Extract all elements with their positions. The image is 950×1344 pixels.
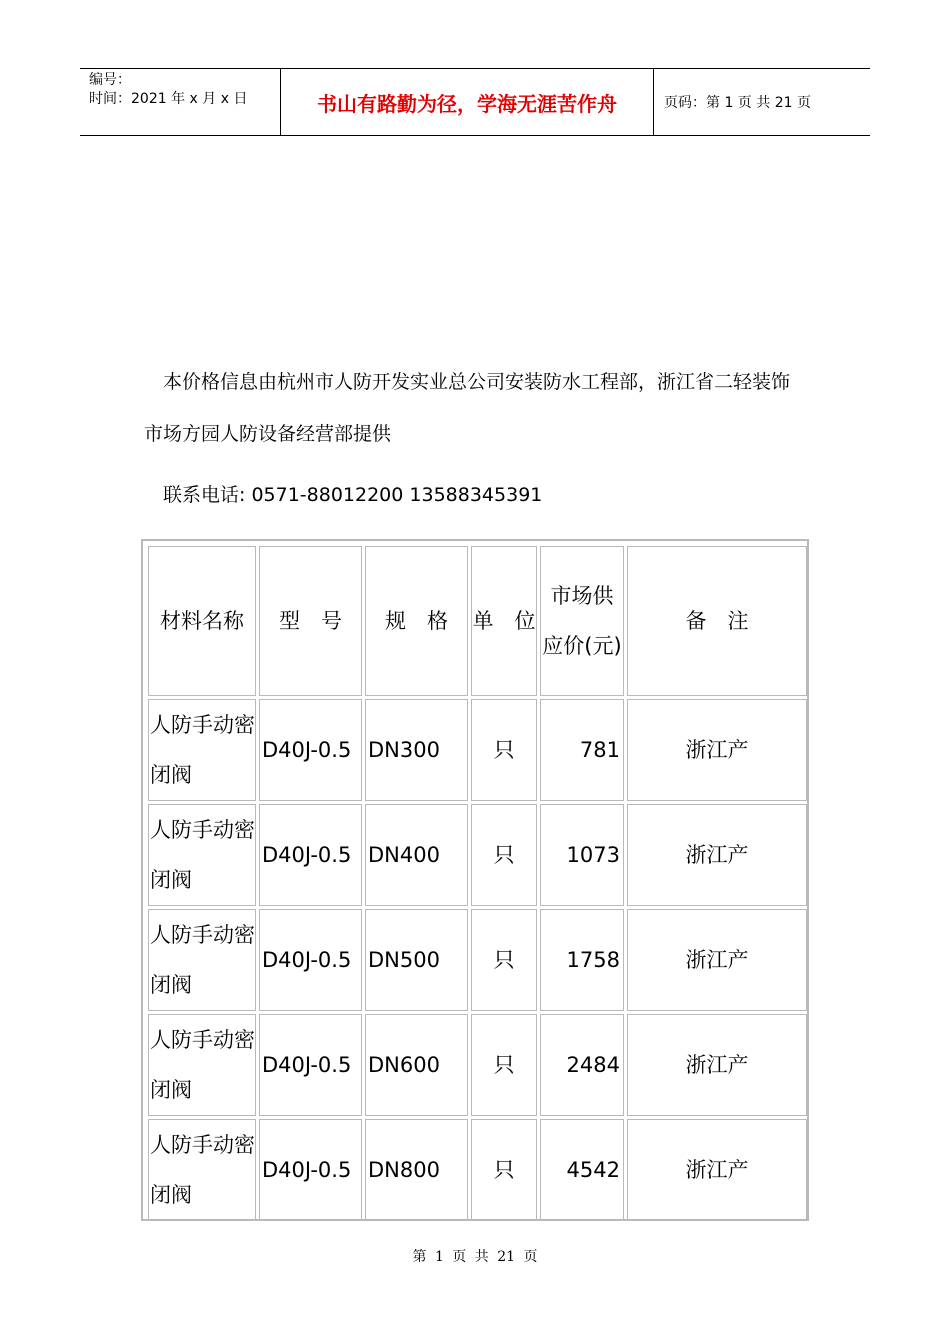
cell-model: D40J-0.5 [259, 1119, 362, 1221]
page-header [80, 68, 870, 136]
table-row [148, 699, 807, 801]
cell-price: 781 [540, 699, 624, 801]
cell-spec: DN300 [365, 699, 468, 801]
price-table-frame [141, 539, 809, 1221]
intro-line-1: 本价格信息由杭州市人防开发实业总公司安装防水工程部，浙江省二轻装饰 [163, 371, 791, 393]
intro-paragraph [144, 356, 814, 460]
header-model: 型 号 [259, 546, 362, 696]
header-page-info: 页码：第 1 页 共 21 页 [664, 95, 811, 111]
cell-note: 浙江产 [627, 909, 807, 1011]
cell-model: D40J-0.5 [259, 804, 362, 906]
cell-model: D40J-0.5 [259, 1014, 362, 1116]
price-table [145, 543, 810, 1224]
header-spec: 规 格 [365, 546, 468, 696]
cell-name: 人防手动密闭阀 [148, 804, 256, 906]
cell-unit: 只 [471, 1014, 537, 1116]
cell-note: 浙江产 [627, 1014, 807, 1116]
cell-unit: 只 [471, 699, 537, 801]
cell-unit: 只 [471, 1119, 537, 1221]
cell-price: 4542 [540, 1119, 624, 1221]
header-name: 材料名称 [148, 546, 256, 696]
header-meta [80, 69, 281, 135]
cell-price: 1758 [540, 909, 624, 1011]
table-row [148, 1014, 807, 1116]
table-row [148, 804, 807, 906]
intro-line-2: 市场方园人防设备经营部提供 [144, 423, 392, 445]
table-row [148, 909, 807, 1011]
cell-name: 人防手动密闭阀 [148, 699, 256, 801]
cell-name: 人防手动密闭阀 [148, 1119, 256, 1221]
cell-model: D40J-0.5 [259, 909, 362, 1011]
header-unit: 单 位 [471, 546, 537, 696]
cell-name: 人防手动密闭阀 [148, 1014, 256, 1116]
page-footer: 第 1 页 共 21 页 [412, 1249, 538, 1265]
number-label: 编号： [89, 72, 131, 88]
header-price: 市场供应价(元) [540, 546, 624, 696]
cell-price: 1073 [540, 804, 624, 906]
cell-note: 浙江产 [627, 699, 807, 801]
cell-note: 浙江产 [627, 1119, 807, 1221]
time-label: 时间：2021 年 x 月 x 日 [89, 91, 248, 107]
cell-note: 浙江产 [627, 804, 807, 906]
cell-price: 2484 [540, 1014, 624, 1116]
header-motto: 书山有路勤为径，学海无涯苦作舟 [281, 69, 654, 135]
cell-spec: DN600 [365, 1014, 468, 1116]
contact-phone: 联系电话: 0571-88012200 13588345391 [163, 484, 543, 506]
cell-spec: DN400 [365, 804, 468, 906]
cell-unit: 只 [471, 909, 537, 1011]
cell-spec: DN500 [365, 909, 468, 1011]
header-note: 备 注 [627, 546, 807, 696]
table-header-row [148, 546, 807, 696]
cell-model: D40J-0.5 [259, 699, 362, 801]
cell-spec: DN800 [365, 1119, 468, 1221]
cell-unit: 只 [471, 804, 537, 906]
cell-name: 人防手动密闭阀 [148, 909, 256, 1011]
table-row [148, 1119, 807, 1221]
